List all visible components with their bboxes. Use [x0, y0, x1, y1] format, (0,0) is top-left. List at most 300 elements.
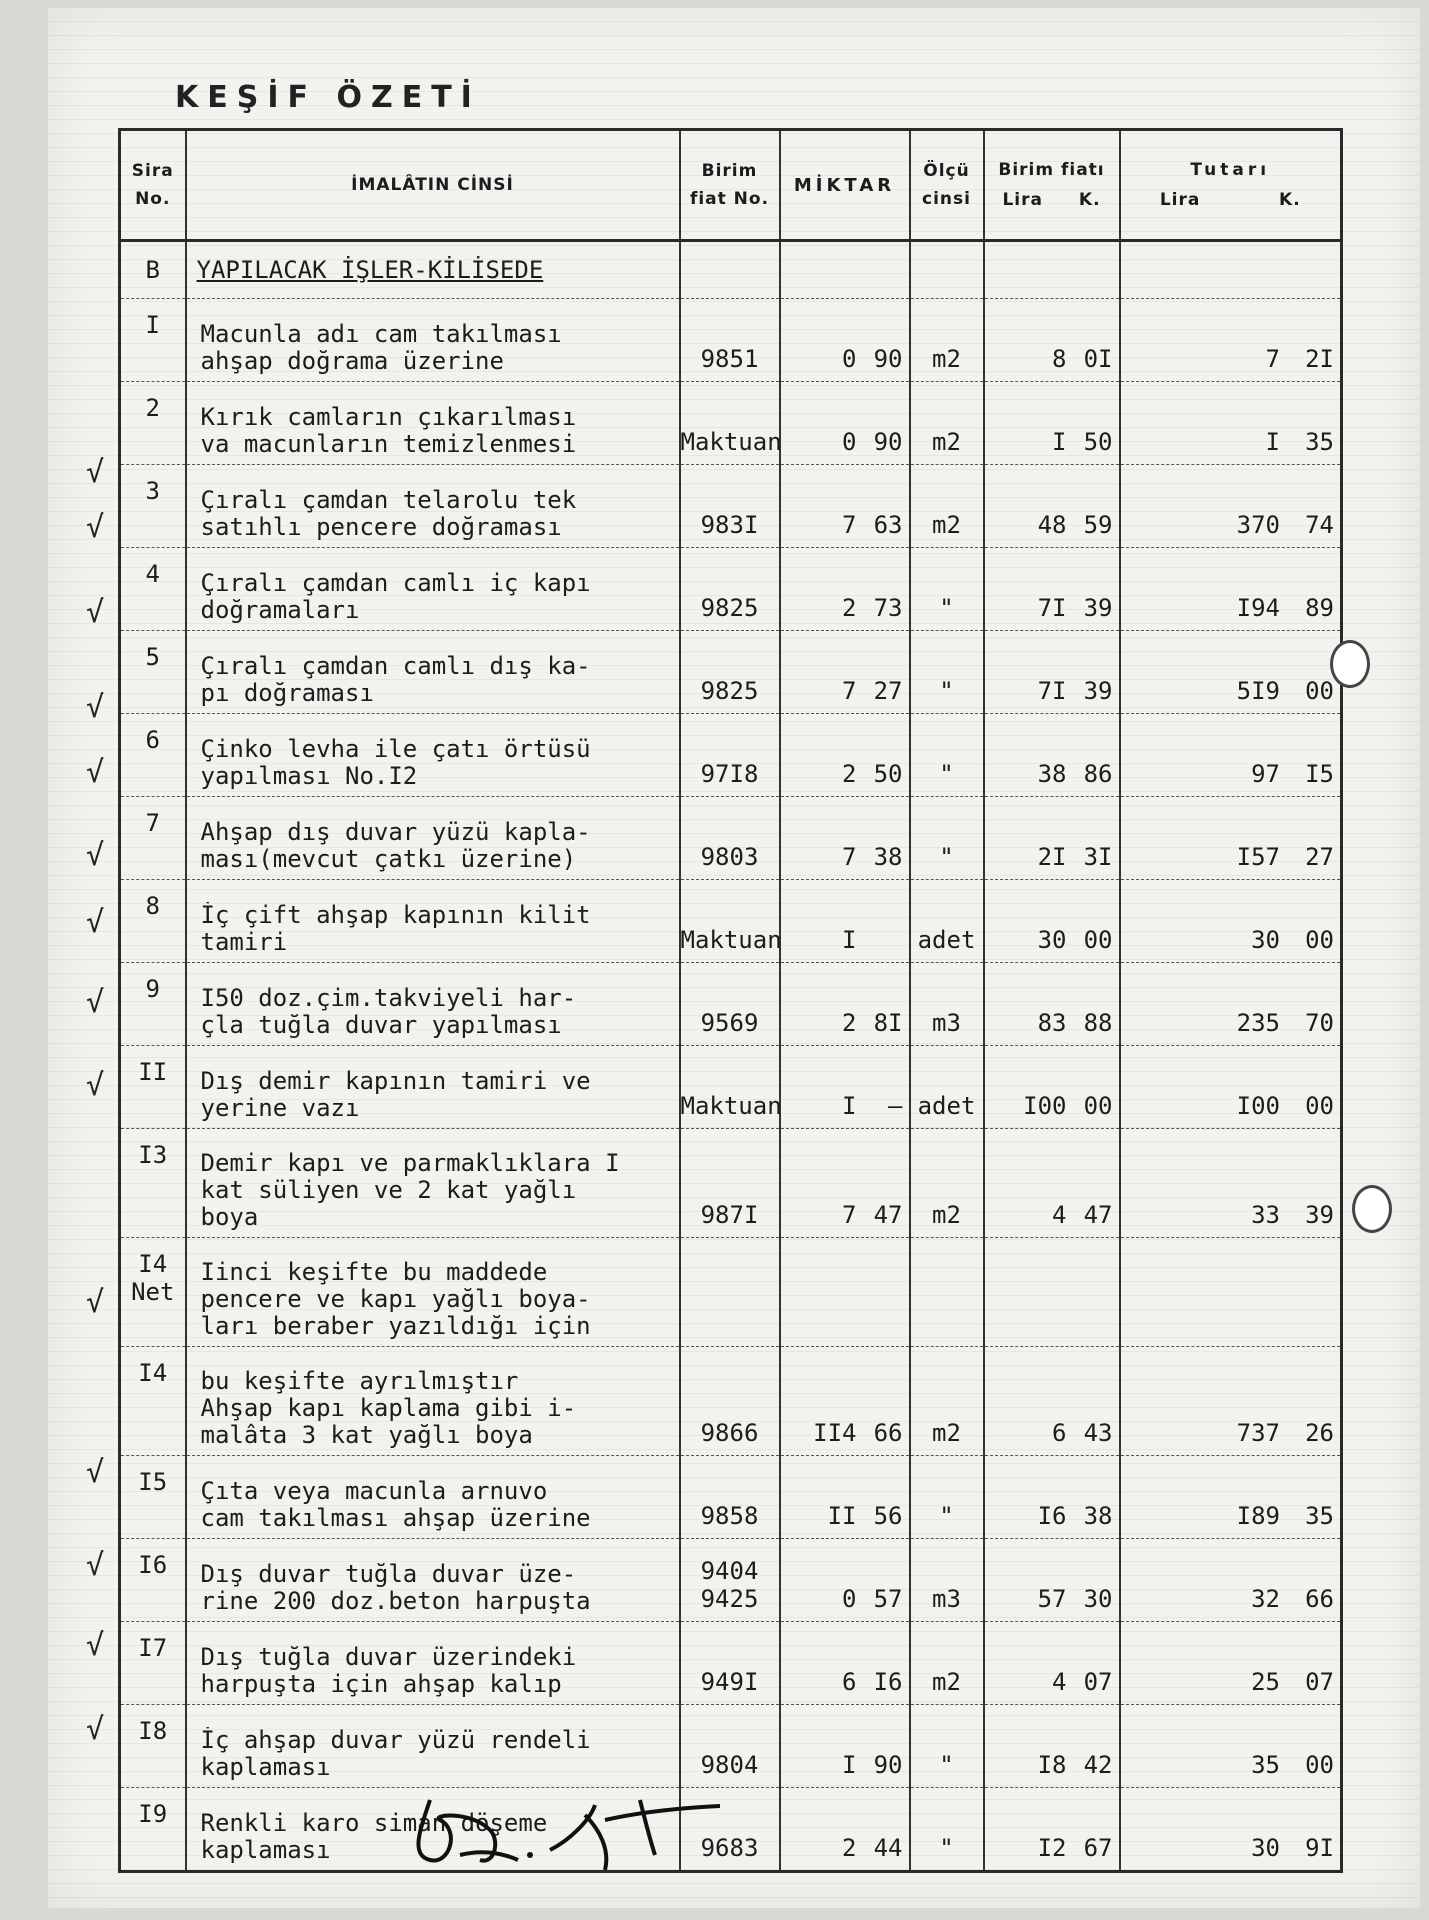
birim-fiati-cell	[984, 382, 1120, 465]
item-description-line: harpuşta için ahşap kalıp	[200, 1671, 562, 1698]
birim-lira: 48	[1037, 511, 1067, 539]
tutar-kurus: 35	[1305, 428, 1334, 456]
birim-fiati-cell	[984, 631, 1120, 714]
birim-fiati-cell	[984, 1129, 1120, 1238]
section-code: B	[120, 241, 186, 299]
miktar-int: 7	[842, 843, 857, 871]
miktar-cell	[780, 1705, 910, 1788]
miktar-cell	[780, 1238, 910, 1347]
item-description	[186, 1622, 680, 1705]
tutar-kurus: 00	[1305, 1092, 1334, 1120]
table-row	[120, 1347, 1342, 1456]
miktar-cell	[780, 1788, 910, 1872]
birim-fiati-cell	[984, 880, 1120, 963]
item-description-line: Dış tuğla duvar üzerindeki	[200, 1644, 577, 1671]
miktar-int: 2	[842, 1834, 857, 1862]
table-row	[120, 631, 1342, 714]
fiat-number-cell	[680, 631, 780, 714]
miktar-int: 7	[842, 1201, 857, 1229]
row-number: I3	[120, 1129, 186, 1238]
table-row	[120, 1539, 1342, 1622]
birim-fiati-cell	[984, 714, 1120, 797]
tutar-lira: I	[1265, 428, 1280, 456]
birim-lira: I2	[1037, 1834, 1067, 1862]
fiat-number: 987I	[700, 1201, 759, 1229]
fiat-number-cell	[680, 1622, 780, 1705]
tutar-lira: 30	[1251, 1834, 1280, 1862]
table-row	[120, 1129, 1342, 1238]
miktar-cell	[780, 880, 910, 963]
item-description-line: Çıta veya macunla arnuvo	[200, 1478, 548, 1505]
olcu-cell: m2	[910, 1622, 984, 1705]
table-row	[120, 465, 1342, 548]
olcu-cell: "	[910, 1788, 984, 1872]
tutar-cell	[1120, 465, 1342, 548]
miktar-dec: 44	[873, 1834, 903, 1862]
birim-fiati-cell	[984, 797, 1120, 880]
row-number: 9	[120, 963, 186, 1046]
birim-kurus: 07	[1083, 1668, 1113, 1696]
row-number: I9	[120, 1788, 186, 1872]
check-mark: √	[86, 690, 105, 725]
item-description-line: Çıralı çamdan telarolu tek	[200, 487, 577, 514]
birim-fiati-cell	[984, 1705, 1120, 1788]
tutar-cell	[1120, 1705, 1342, 1788]
section-row	[120, 241, 1342, 299]
item-description-line: Çıralı çamdan camlı iç kapı	[200, 570, 591, 597]
olcu-cell: "	[910, 1456, 984, 1539]
row-number: I6	[120, 1539, 186, 1622]
header-row	[120, 130, 1342, 241]
item-description-line: ması(mevcut çatkı üzerine)	[200, 846, 577, 873]
check-mark: √	[86, 1285, 105, 1320]
fiat-number: 9425	[700, 1585, 759, 1613]
miktar-dec: I6	[873, 1668, 903, 1696]
tutar-kurus: 89	[1305, 594, 1334, 622]
item-description-line: I50 doz.çim.takviyeli har-	[200, 985, 577, 1012]
item-description-line: Ahşap dış duvar yüzü kapla-	[200, 819, 591, 846]
row-number: I	[120, 299, 186, 382]
birim-lira: 38	[1037, 760, 1067, 788]
birim-kurus: 88	[1083, 1009, 1113, 1037]
item-description-line: Ahşap kapı kaplama gibi i-	[200, 1395, 577, 1422]
miktar-int: 2	[842, 1009, 857, 1037]
olcu-cell: "	[910, 714, 984, 797]
miktar-cell	[780, 382, 910, 465]
binder-hole	[1352, 1185, 1392, 1233]
check-mark: √	[86, 985, 105, 1020]
item-description-line: Çinko levha ile çatı örtüsü	[200, 736, 591, 763]
fiat-number: 9866	[700, 1419, 759, 1447]
fiat-number: 949I	[700, 1668, 759, 1696]
item-description-line: Çıralı çamdan camlı dış ka-	[200, 653, 591, 680]
tutar-cell	[1120, 382, 1342, 465]
birim-lira: I8	[1037, 1751, 1067, 1779]
fiat-number-cell	[680, 1238, 780, 1347]
tutar-lira: 25	[1251, 1668, 1280, 1696]
fiat-number-cell	[680, 1456, 780, 1539]
tutar-lira: 370	[1236, 511, 1280, 539]
table-row	[120, 1705, 1342, 1788]
tutar-lira: 5I9	[1236, 677, 1280, 705]
tutar-kurus: 2I	[1305, 345, 1334, 373]
item-description-line: Dış demir kapının tamiri ve	[200, 1068, 591, 1095]
tutar-lira: 737	[1236, 1419, 1280, 1447]
check-mark: √	[86, 510, 105, 545]
birim-lira: 83	[1037, 1009, 1067, 1037]
row-number: II	[120, 1046, 186, 1129]
birim-kurus: 3I	[1083, 843, 1113, 871]
tutar-cell	[1120, 631, 1342, 714]
row-number: 2	[120, 382, 186, 465]
row-number: I4 Net	[120, 1238, 186, 1347]
birim-lira: I00	[1023, 1092, 1067, 1120]
check-mark: √	[86, 1628, 105, 1663]
signature	[400, 1760, 730, 1880]
olcu-cell	[910, 1238, 984, 1347]
row-number: 8	[120, 880, 186, 963]
item-description	[186, 714, 680, 797]
miktar-dec: 38	[873, 843, 903, 871]
miktar-cell	[780, 631, 910, 714]
birim-kurus: 67	[1083, 1834, 1113, 1862]
item-description-line: Macunla adı cam takılması	[200, 321, 562, 348]
table-row	[120, 548, 1342, 631]
miktar-cell	[780, 963, 910, 1046]
fiat-number: 97I8	[700, 760, 759, 788]
miktar-dec: 66	[873, 1419, 903, 1447]
olcu-cell: adet	[910, 880, 984, 963]
check-mark: √	[86, 1455, 105, 1490]
item-description	[186, 1238, 680, 1347]
miktar-cell	[780, 299, 910, 382]
fiat-number: Maktuan	[680, 428, 782, 456]
miktar-dec: —	[888, 1092, 903, 1120]
miktar-dec: 73	[873, 594, 903, 622]
tutar-cell	[1120, 1622, 1342, 1705]
row-number: 4	[120, 548, 186, 631]
birim-kurus: 00	[1083, 1092, 1113, 1120]
tutar-lira: 7	[1265, 345, 1280, 373]
olcu-cell: "	[910, 631, 984, 714]
birim-fiati-cell	[984, 299, 1120, 382]
item-description-line: pencere ve kapı yağlı boya-	[200, 1286, 591, 1313]
tutar-lira: 33	[1251, 1201, 1280, 1229]
birim-lira: 6	[1052, 1419, 1067, 1447]
tutar-kurus: 35	[1305, 1502, 1334, 1530]
miktar-int: I	[842, 1092, 857, 1120]
item-description	[186, 797, 680, 880]
tutar-kurus: 66	[1305, 1585, 1334, 1613]
birim-lira: 7I	[1037, 677, 1067, 705]
check-mark: √	[86, 905, 105, 940]
page-title: KEŞİF ÖZETİ	[175, 80, 481, 115]
item-description-line: boya	[200, 1204, 259, 1231]
miktar-cell	[780, 1046, 910, 1129]
birim-kurus: 86	[1083, 760, 1113, 788]
row-number: 7	[120, 797, 186, 880]
birim-kurus: 0I	[1083, 345, 1113, 373]
item-description-line: ahşap doğrama üzerine	[200, 348, 504, 375]
miktar-cell	[780, 714, 910, 797]
tutar-lira: I57	[1236, 843, 1280, 871]
miktar-int: 6	[842, 1668, 857, 1696]
item-description-line: tamiri	[200, 929, 288, 956]
miktar-int: II	[827, 1502, 857, 1530]
birim-lira: 7I	[1037, 594, 1067, 622]
miktar-dec: 47	[873, 1201, 903, 1229]
birim-lira: 4	[1052, 1201, 1067, 1229]
miktar-dec: 90	[873, 1751, 903, 1779]
check-mark: √	[86, 1712, 105, 1747]
fiat-number-cell	[680, 1539, 780, 1622]
fiat-number: 9683	[700, 1834, 759, 1862]
fiat-number-cell	[680, 1129, 780, 1238]
olcu-cell: "	[910, 548, 984, 631]
item-description-line: Demir kapı ve parmaklıklara I	[200, 1150, 620, 1177]
table-row	[120, 714, 1342, 797]
table-row	[120, 797, 1342, 880]
item-description-line: doğramaları	[200, 597, 360, 624]
birim-lira: 2I	[1037, 843, 1067, 871]
row-number: I5	[120, 1456, 186, 1539]
item-description-line: çla tuğla duvar yapılması	[200, 1012, 562, 1039]
row-number: I8	[120, 1705, 186, 1788]
tutar-lira: 97	[1251, 760, 1280, 788]
item-description-line: rine 200 doz.beton harpuşta	[200, 1588, 591, 1615]
table-row	[120, 1238, 1342, 1347]
fiat-number: 9569	[700, 1009, 759, 1037]
item-description-line: Kırık camların çıkarılması	[200, 404, 577, 431]
tutar-lira: 32	[1251, 1585, 1280, 1613]
check-mark: √	[86, 755, 105, 790]
tutar-kurus: 07	[1305, 1668, 1334, 1696]
fiat-number-cell	[680, 963, 780, 1046]
header-miktar: MİKTAR	[780, 130, 910, 241]
fiat-number-cell	[680, 382, 780, 465]
check-mark: √	[86, 1548, 105, 1583]
fiat-number-cell	[680, 797, 780, 880]
item-description-line: va macunların temizlenmesi	[200, 431, 577, 458]
tutar-cell	[1120, 1347, 1342, 1456]
birim-kurus: 43	[1083, 1419, 1113, 1447]
item-description-line: ları beraber yazıldığı için	[200, 1313, 591, 1340]
birim-kurus: 38	[1083, 1502, 1113, 1530]
tutar-lira: 35	[1251, 1751, 1280, 1779]
olcu-cell: m2	[910, 1129, 984, 1238]
birim-fiati-cell	[984, 1347, 1120, 1456]
miktar-int: II4	[813, 1419, 857, 1447]
tutar-kurus: 74	[1305, 511, 1334, 539]
item-description	[186, 382, 680, 465]
tutar-kurus: 39	[1305, 1201, 1334, 1229]
tutar-kurus: 9I	[1305, 1834, 1334, 1862]
miktar-cell	[780, 1539, 910, 1622]
miktar-cell	[780, 797, 910, 880]
row-number: I4	[120, 1347, 186, 1456]
fiat-number: 9825	[700, 677, 759, 705]
tutar-kurus: I5	[1305, 760, 1334, 788]
item-description-line: İç çift ahşap kapının kilit	[200, 902, 591, 929]
birim-kurus: 47	[1083, 1201, 1113, 1229]
miktar-cell	[780, 1347, 910, 1456]
item-description-line: yerine vazı	[200, 1095, 360, 1122]
miktar-dec: 63	[873, 511, 903, 539]
tutar-cell	[1120, 1456, 1342, 1539]
tutar-cell	[1120, 797, 1342, 880]
birim-lira: 57	[1037, 1585, 1067, 1613]
olcu-cell: "	[910, 1705, 984, 1788]
birim-kurus: 59	[1083, 511, 1113, 539]
tutar-cell	[1120, 1129, 1342, 1238]
item-description-line: kaplaması	[200, 1837, 331, 1864]
header-olcu: Ölçü cinsi	[910, 130, 984, 241]
row-number: 6	[120, 714, 186, 797]
birim-fiati-cell	[984, 1539, 1120, 1622]
item-description-line: satıhlı pencere doğraması	[200, 514, 562, 541]
table-row	[120, 1622, 1342, 1705]
header-tutari: Tutarı Lira K.	[1120, 130, 1342, 241]
item-description	[186, 963, 680, 1046]
birim-fiati-cell	[984, 1238, 1120, 1347]
fiat-number-cell	[680, 714, 780, 797]
birim-lira: 4	[1052, 1668, 1067, 1696]
fiat-number: 9404	[700, 1557, 759, 1585]
birim-lira: 30	[1037, 926, 1067, 954]
table-row	[120, 963, 1342, 1046]
miktar-cell	[780, 1622, 910, 1705]
birim-kurus: 00	[1083, 926, 1113, 954]
birim-fiati-cell	[984, 465, 1120, 548]
fiat-number: 983I	[700, 511, 759, 539]
olcu-cell: adet	[910, 1046, 984, 1129]
item-description	[186, 631, 680, 714]
miktar-int: 7	[842, 511, 857, 539]
olcu-cell: m2	[910, 299, 984, 382]
miktar-cell	[780, 1456, 910, 1539]
tutar-lira: I89	[1236, 1502, 1280, 1530]
row-number: 5	[120, 631, 186, 714]
miktar-cell	[780, 1129, 910, 1238]
fiat-number-cell	[680, 548, 780, 631]
birim-lira: I	[1052, 428, 1067, 456]
table-row	[120, 299, 1342, 382]
item-description-line: Iinci keşifte bu maddede	[200, 1259, 548, 1286]
birim-kurus: 42	[1083, 1751, 1113, 1779]
item-description-line: Renkli karo siman döşeme	[200, 1810, 548, 1837]
fiat-number: Maktuan	[680, 1092, 782, 1120]
item-description	[186, 299, 680, 382]
miktar-int: I	[842, 1751, 857, 1779]
item-description	[186, 1539, 680, 1622]
miktar-dec: 50	[873, 760, 903, 788]
tutar-lira: I94	[1236, 594, 1280, 622]
item-description-line: malâta 3 kat yağlı boya	[200, 1422, 533, 1449]
tutar-cell	[1120, 880, 1342, 963]
tutar-cell	[1120, 714, 1342, 797]
fiat-number: 9804	[700, 1751, 759, 1779]
miktar-dec: 90	[873, 428, 903, 456]
miktar-dec: 8I	[873, 1009, 903, 1037]
table-row	[120, 1046, 1342, 1129]
tutar-cell	[1120, 963, 1342, 1046]
birim-fiati-cell	[984, 1788, 1120, 1872]
tutar-lira: 30	[1251, 926, 1280, 954]
tutar-cell	[1120, 1539, 1342, 1622]
check-mark: √	[86, 595, 105, 630]
birim-kurus: 39	[1083, 677, 1113, 705]
miktar-int: 0	[842, 345, 857, 373]
birim-fiati-cell	[984, 1046, 1120, 1129]
section-name: YAPILACAK İŞLER-KİLİSEDE	[196, 256, 544, 284]
birim-fiati-cell	[984, 548, 1120, 631]
fiat-number: 9825	[700, 594, 759, 622]
birim-fiati-cell	[984, 1456, 1120, 1539]
miktar-dec: 56	[873, 1502, 903, 1530]
fiat-number: 9858	[700, 1502, 759, 1530]
miktar-int: 0	[842, 1585, 857, 1613]
tutar-cell	[1120, 1238, 1342, 1347]
miktar-int: 7	[842, 677, 857, 705]
tutar-kurus: 00	[1305, 677, 1334, 705]
item-description-line: bu keşifte ayrılmıştır	[200, 1368, 519, 1395]
tutar-kurus: 70	[1305, 1009, 1334, 1037]
item-description-line: Dış duvar tuğla duvar üze-	[200, 1561, 577, 1588]
fiat-number-cell	[680, 1347, 780, 1456]
item-description	[186, 880, 680, 963]
fiat-number: 9803	[700, 843, 759, 871]
header-k: K.	[1279, 190, 1301, 210]
fiat-number-cell	[680, 465, 780, 548]
miktar-dec: 27	[873, 677, 903, 705]
tutar-kurus: 26	[1305, 1419, 1334, 1447]
item-description	[186, 1456, 680, 1539]
item-description-line: İç ahşap duvar yüzü rendeli	[200, 1727, 591, 1754]
header-lira: Lira	[1002, 190, 1043, 210]
miktar-cell	[780, 548, 910, 631]
miktar-cell	[780, 465, 910, 548]
item-description	[186, 465, 680, 548]
check-mark: √	[86, 1068, 105, 1103]
fiat-number: 9851	[700, 345, 759, 373]
olcu-cell: m2	[910, 465, 984, 548]
birim-kurus: 39	[1083, 594, 1113, 622]
check-mark: √	[86, 838, 105, 873]
table-row	[120, 1788, 1342, 1872]
miktar-dec: 57	[873, 1585, 903, 1613]
birim-lira: 8	[1052, 345, 1067, 373]
miktar-int: 2	[842, 760, 857, 788]
olcu-cell: m3	[910, 963, 984, 1046]
miktar-dec: 90	[873, 345, 903, 373]
item-description	[186, 548, 680, 631]
item-description-line: cam takılması ahşap üzerine	[200, 1505, 591, 1532]
header-lira: Lira	[1159, 190, 1201, 210]
miktar-int: I	[842, 926, 857, 954]
tutar-lira: 235	[1236, 1009, 1280, 1037]
table-row	[120, 382, 1342, 465]
miktar-int: 0	[842, 428, 857, 456]
item-description-line: kaplaması	[200, 1754, 331, 1781]
item-description-line: pı doğraması	[200, 680, 374, 707]
tutar-kurus: 27	[1305, 843, 1334, 871]
binder-hole	[1330, 640, 1370, 688]
item-description	[186, 1129, 680, 1238]
item-description	[186, 1046, 680, 1129]
miktar-int: 2	[842, 594, 857, 622]
fiat-number-cell	[680, 299, 780, 382]
item-description-line: kat süliyen ve 2 kat yağlı	[200, 1177, 577, 1204]
